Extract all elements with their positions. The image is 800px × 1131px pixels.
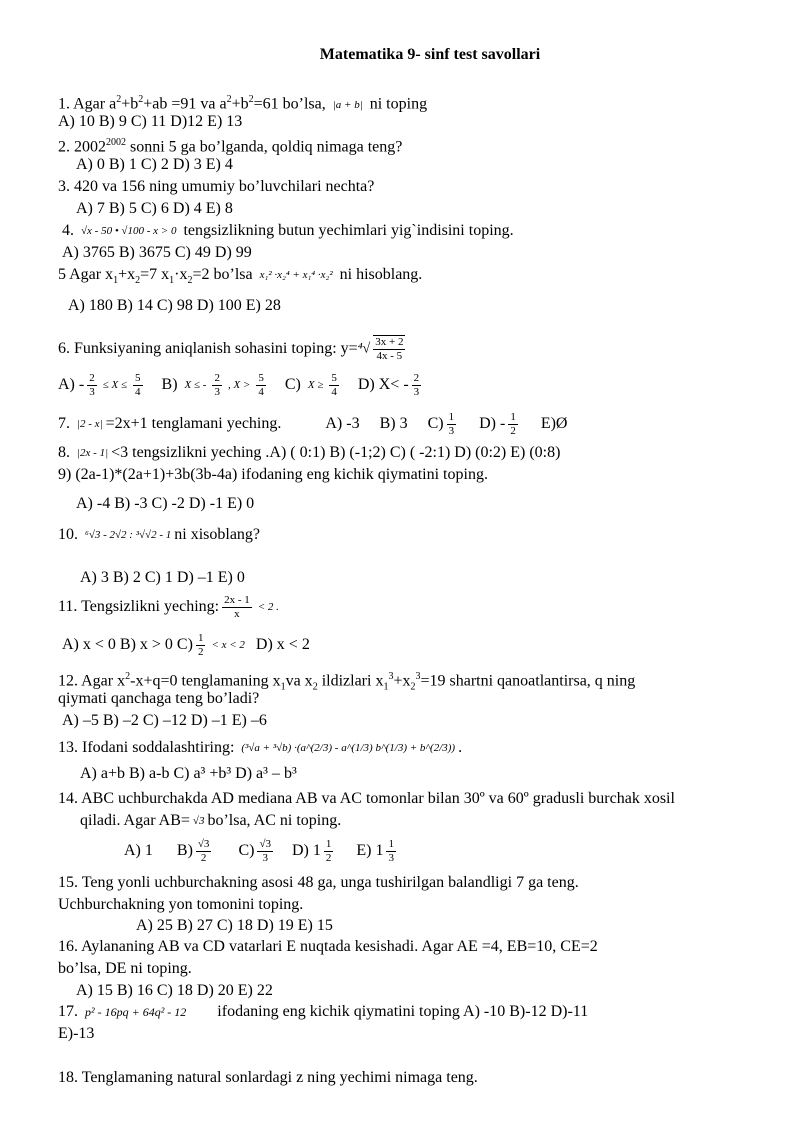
answers-9: A) -4 B) -3 C) -2 D) -1 E) 0 xyxy=(76,495,255,512)
question-6: 6. Funksiyaning aniqlanish sohasini toping: y=⁴√ $\frac{3x + 2}{4x - 5}$ xyxy=(58,336,404,363)
answers-12: A) –5 B) –2 C) –12 D) –1 E) –6 xyxy=(62,712,267,729)
question-18: 18. Tenglamaning natural sonlardagi z ning yechimi nimaga teng. xyxy=(58,1069,478,1086)
question-9: 9) (2a-1)*(2a+1)+3b(3b-4a) ifodaning eng kichik qiymatini toping. xyxy=(58,466,488,483)
answers-10: A) 3 B) 2 C) 1 D) –1 E) 0 xyxy=(80,569,245,586)
answers-6: A) - $\frac{2}{3}$ ≤ X ≤ $\frac{5}{4}$ B) X ≤ - $\frac{2}{3}$ , X > $\frac{5}{4}$ C) X ≥ $\frac{5}{4}$ D) X< - $\frac{2}{3}$ xyxy=(58,371,420,398)
formula: x₁² ·x₂⁴ + x₁⁴ ·x₂² xyxy=(259,269,333,282)
question-11: 11. Tengsizlikni yeching: $\frac{2x - 1}{x}$ < 2 . xyxy=(58,593,279,620)
question-12: 12. Agar $x^2-x+q=0$ tenglamaning $x_1va$ $x_2$ ildizlari $x_1^3+x_2^3=19$ shartni qanoatlantirsa, q ning xyxy=(58,671,636,693)
formula: ⁶√3 - 2√2 : ³√√2 - 1 xyxy=(85,529,172,542)
question-5: 5 Agar $x_1+x_2=7$ $x_1\cdot x_2=2$ bo’lsa x₁² ·x₂⁴ + x₁⁴ ·x₂² ni hisoblang. xyxy=(58,266,423,287)
question-17: 17. p² - 16pq + 64q² - 12 ifodaning eng kichik qiymatini toping A) -10 B)-12 D)-11 xyxy=(58,1003,589,1020)
answers-15: A) 25 B) 27 C) 18 D) 19 E) 15 xyxy=(136,917,333,934)
answers-3: A) 7 B) 5 C) 6 D) 4 E) 8 xyxy=(76,200,233,217)
question-4: 4. √x - 50 • √100 - x > 0 tengsizlikning butun yechimlari yig`indisini toping. xyxy=(62,222,514,239)
formula: p² - 16pq + 64q² - 12 xyxy=(85,1005,187,1020)
answers-16: A) 15 B) 16 C) 18 D) 20 E) 22 xyxy=(76,982,273,999)
question-15: 15. Teng yonli uchburchakning asosi 48 ga, unga tushirilgan balandligi 7 ga teng. xyxy=(58,874,579,891)
formula: |2x - 1| xyxy=(77,447,109,460)
question-14: 14. ABC uchburchakda AD mediana AB va AC tomonlar bilan 30º va 60º gradusli burchak xosil xyxy=(58,790,675,807)
question-8: 8. |2x - 1| <3 tengsizlikni yeching .A) ( 0:1) B) (-1;2) C) ( -2:1) D) (0:2) E) (0:8) xyxy=(58,444,561,461)
question-10: 10. ⁶√3 - 2√2 : ³√√2 - 1 ni xisoblang? xyxy=(58,526,261,543)
formula: (³√a + ³√b) ·(a^(2/3) - a^(1/3) b^(1/3) + b^(2/3)) xyxy=(241,742,456,755)
question-12-line-2: qiymati qanchaga teng bo’ladi? xyxy=(58,690,260,707)
question-17-line-2: E)-13 xyxy=(58,1025,95,1042)
formula: |a + b| xyxy=(332,98,363,111)
question-16-line-2: bo’lsa, DE ni toping. xyxy=(58,960,192,977)
formula: √x - 50 • √100 - x > 0 xyxy=(81,225,177,238)
answers-4: A) 3765 B) 3675 C) 49 D) 99 xyxy=(62,244,252,261)
answers-14: A) 1 B) $\frac{√3}{2}$ C) $\frac{√3}{3}$ D) 1 $\frac{1}{2}$ E) 1 $\frac{1}{3}$ xyxy=(124,837,394,864)
page-title: Matematika 9- sinf test savollari xyxy=(319,46,541,63)
question-3: 3. 420 va 156 ning umumiy bo’luvchilari nechta? xyxy=(58,178,375,195)
question-2: 2. $2002^{2002}$ sonni 5 ga bo’lganda, qoldiq nimaga teng? xyxy=(58,137,403,156)
formula: |2 - x| xyxy=(77,418,103,431)
answers-2: A) 0 B) 1 C) 2 D) 3 E) 4 xyxy=(76,156,233,173)
question-13: 13. Ifodani soddalashtiring: (³√a + ³√b) ·(a^(2/3) - a^(1/3) b^(1/3) + b^(2/3)) . xyxy=(58,739,463,756)
answers-5: A) 180 B) 14 C) 98 D) 100 E) 28 xyxy=(68,297,281,314)
formula: √3 xyxy=(192,815,205,828)
answers-11: A) x < 0 B) x > 0 C) $\frac{1}{2}$ < x < 2 D) x < 2 xyxy=(62,631,310,658)
question-1: 1. Agar $a^2+b^2+ab =91$ va $a^2+b^2=61$ bo’lsa, |a + b| ni toping xyxy=(58,94,428,113)
answers-1: A) 10 B) 9 C) 11 D)12 E) 13 xyxy=(58,113,243,130)
question-14-line-2: qiladi. Agar AB= √3 bo’lsa, AC ni toping. xyxy=(80,812,342,829)
question-7: 7. |2 - x| =2x+1 tenglamani yeching. A) -3 B) 3 C) $\frac{1}{3}$ D) - $\frac{1}{2}$ E)Ø xyxy=(58,410,568,437)
answers-13: A) a+b B) a-b C) a³ +b³ D) a³ – b³ xyxy=(80,765,297,782)
question-16: 16. Aylananing AB va CD vatarlari E nuqtada kesishadi. Agar AE =4, EB=10, CE=2 xyxy=(58,938,598,955)
question-15-line-2: Uchburchakning yon tomonini toping. xyxy=(58,896,304,913)
